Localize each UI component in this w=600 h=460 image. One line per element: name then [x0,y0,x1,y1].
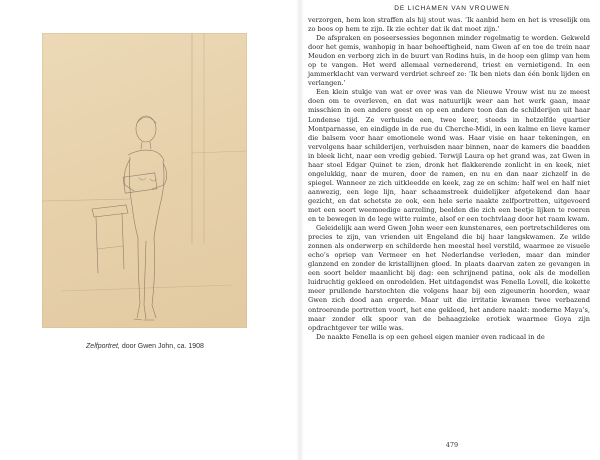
caption-credit: door Gwen John, ca. 1908 [119,343,204,350]
pencil-sketch-figure [42,33,247,328]
body-text [308,16,590,342]
paragraph: verzorgen, hem kon straffen als hij stout was. ‘Ik aanbid hem en het is vreselijk om zo boos op hem te zijn. Ik zie echter dat ik dat moet zijn.’ [308,16,590,34]
left-page [0,0,296,460]
running-head: DE LICHAMEN VAN VROUWEN [394,5,510,12]
book-gutter [296,0,304,460]
paragraph: Geleidelijk aan werd Gwen John weer een kunstenares, een portretschilderes om precies te zijn, van vrienden uit Engeland die bij haar langskwamen. Ze wilde zonnen als onderwerp en schilderde hen meestal heel verstild, waarmee ze visuele echo’s opriep van Vermeer en het Nederlandse verleden, maar dan minder glanzend en zonder de kristallijnen gloed. In plaats daarvan zaten ze gevangen in een soort belder maanlicht bij dag: een schrijnend patina, ook als de modellen luidruchtig gekleed en onrodelden. Het uitdagendst was Fenella Lovell, die kokette meer prullende harstochten die volgens haar bij een zigeunerin hoorden, waar Gwen zich dood aan ergerde. Maar uit die irritatie kwamen twee verbazend ontroerende portretten voort, het ene gekleed, het andere naakt: moderne Maya’s, maar zonder elk spoor van de behaagzieke erotiek waarmee Goya zijn opdrachtgever ter wille was. [308,224,590,332]
page-number: 479 [445,441,459,449]
paragraph: Een klein stukje van wat er over was van de Nieuwe Vrouw wist nu ze meest doen om te overleven, en dat was natuurlijk weer aan het werk gaan, maar misschien in een andere geest en op een andere toon dan de schilderijen uit haar Londense tijd. Ze verhuisde een, twee keer, steeds in hetzelfde quartier Montparnasse, en eindigde in de rue du Cherche-Midi, in een kalme en lieve kamer die balsem voor haar emotionele wond was. Haar visie en haar tekeningen, en vervolgens haar schilderijen, verhuisden naar binnen, naar de kamers die baadden in bleek licht, naar een vredig gebied. Terwijl Laura op het grand was, zat Gwen in haar stoel Edgar Quinet te zien, dronk het flakkerende zonlicht in en keek, niet ongelukkig, naar de muren, door de ramen, en nu en dan naar zichzelf in de spiegel. Wanneer ze zich uitkleedde en keek, zag ze en schim: half wel en half niet aanwezig, een lege lijn, haar schaamstreek duidelijker afgetekend dan haar gezicht, en dat schetste ze ook, een hele serie naakte zelfportretten, uitgevoerd met een soort weemoedige aarzeling, beelden die zich een beetje lijken te roeren en te bewegen in de lege witte ruimte, alsof er een tochtvlaag door het raam kwam. [308,88,590,224]
paragraph: De naakte Fenella is op een geheel eigen manier even radicaal in de [316,332,545,341]
right-page [304,0,600,460]
caption-title: Zelfportret, [86,343,120,350]
paragraph: De afspraken en poseersessies begonnen minder regelmatig te worden. Gekweld door het gemis, wanhopig in haar behoeftigheid, nam Gwen af en toe de trein naar Meudon en verborg zich in de buurt van Rodins huis, in de hoop een glimp van hem op te vangen. Het werd allemaal vernederend, triest en vernietigend. In een jammerklacht van verward verdriet schreef ze: ‘Ik ben niets dan één bonk lijden en verlangen.’ [308,34,590,88]
figure-caption [30,343,260,350]
self-portrait-sketch [42,33,247,328]
